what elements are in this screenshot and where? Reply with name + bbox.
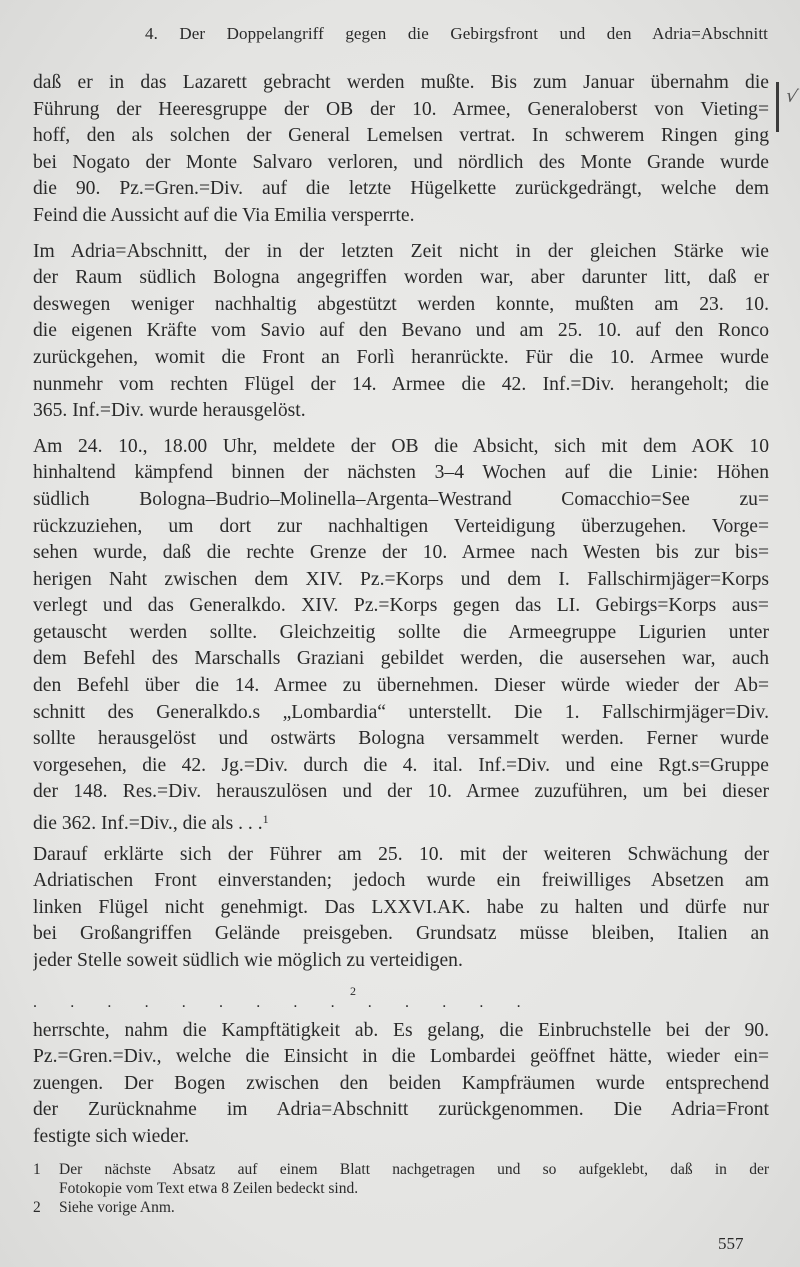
footnote-ref-1[interactable]: 1	[262, 812, 269, 827]
text-line: verlegt und das Generalkdo. XIV. Pz.=Korps gegen das LI. Gebirgs=Korps aus=	[33, 595, 769, 617]
text-line: vorgesehen, die 42. Jg.=Div. durch die 4. ital. Inf.=Div. und eine Rgt.s=Gruppe	[33, 754, 769, 776]
text-line: Pz.=Gren.=Div., welche die Einsicht in die Lombardei geöffnet hätte, wieder ein=	[33, 1046, 769, 1068]
footnote-1	[33, 1160, 769, 1198]
paragraph-2	[33, 239, 769, 425]
paragraph-1	[33, 70, 769, 230]
text-line-content: die 362. Inf.=Div., die als . . .	[33, 813, 263, 833]
paragraph-4	[33, 842, 769, 975]
text-line: den Befehl über die 14. Armee zu übernehmen. Dieser würde wieder der Ab=	[33, 675, 769, 697]
text-line: Darauf erklärte sich der Führer am 25. 10. mit der weiteren Schwächung der	[33, 843, 769, 865]
footnotes	[33, 1160, 769, 1217]
text-line: Adriatischen Front einverstanden; jedoch wurde ein freiwilliges Absetzen am	[33, 870, 769, 892]
paragraph-5	[33, 1018, 769, 1151]
text-line: der Zurücknahme im Adria=Abschnitt zurückgenommen. Die Adria=Front	[33, 1099, 769, 1121]
text-line: hoff, den als solchen der General Lemelsen vertrat. In schwerem Ringen ging	[33, 125, 769, 147]
footnote-2	[33, 1198, 769, 1217]
text-line: jeder Stelle soweit südlich wie möglich zu verteidigen.	[33, 950, 463, 971]
text-line	[33, 806, 769, 833]
footnote-ref-2[interactable]: 2	[350, 983, 356, 998]
text-line: dem Befehl des Marschalls Graziani gebildet werden, die ausersehen war, auch	[33, 648, 769, 670]
text-line: Führung der Heeresgruppe der OB der 10. Armee, Generaloberst von Vieting=	[33, 98, 769, 120]
footnote-text-line: Der nächste Absatz auf einem Blatt nachgetragen und so aufgeklebt, daß in der	[59, 1161, 769, 1178]
body-text	[33, 70, 769, 1160]
margin-check-mark-icon: √	[783, 85, 800, 108]
text-line: der Raum südlich Bologna angegriffen worden war, aber darunter litt, daß er	[33, 267, 769, 289]
text-line: rückzuziehen, um dort zur nachhaltigen Verteidigung überzugehen. Vorge=	[33, 515, 769, 537]
footnote-number: 2	[33, 1199, 41, 1216]
text-line: Feind die Aussicht auf die Via Emilia versperrte.	[33, 204, 415, 226]
text-line: getauscht werden sollte. Gleichzeitig sollte die Armeegruppe Ligurien unter	[33, 621, 769, 643]
text-line: die 90. Pz.=Gren.=Div. auf die letzte Hügelkette zurückgedrängt, welche dem	[33, 178, 769, 200]
footnote-number: 1	[33, 1161, 41, 1178]
text-line: die eigenen Kräfte vom Savio auf den Bevano und am 25. 10. auf den Ronco	[33, 320, 769, 342]
text-line: herigen Naht zwischen dem XIV. Pz.=Korps und dem I. Fallschirmjäger=Korps	[33, 568, 769, 590]
text-line: südlich Bologna–Budrio–Molinella–Argenta–Westrand Comacchio=See zu=	[33, 488, 769, 510]
text-line: daß er in das Lazarett gebracht werden mußte. Bis zum Januar übernahm die	[33, 72, 769, 93]
omission-marker	[33, 984, 769, 1014]
footnote-text-line: Fotokopie vom Text etwa 8 Zeilen bedeckt sind.	[59, 1180, 359, 1197]
text-line: nunmehr vom rechten Flügel der 14. Armee die 42. Inf.=Div. herangeholt; die	[33, 373, 769, 395]
text-line: schnitt des Generalkdo.s „Lombardia“ unterstellt. Die 1. Fallschirmjäger=Div.	[33, 701, 769, 723]
text-line: der 148. Res.=Div. herauszulösen und der 10. Armee zuzuführen, um bei dieser	[33, 781, 769, 803]
text-line: Am 24. 10., 18.00 Uhr, meldete der OB die Absicht, sich mit dem AOK 10	[33, 435, 769, 457]
text-line: deswegen weniger nachhaltig abgestützt werden konnte, mußten am 23. 10.	[33, 293, 769, 315]
footnote-text-line: Siehe vorige Anm.	[59, 1199, 175, 1216]
page-number: 557	[718, 1234, 744, 1253]
text-line: herrschte, nahm die Kampftätigkeit ab. Es gelang, die Einbruchstelle bei der 90.	[33, 1019, 769, 1041]
text-line: 365. Inf.=Div. wurde herausgelöst.	[33, 400, 306, 422]
text-line: sollte herausgelöst und ostwärts Bologna versammelt werden. Ferner wurde	[33, 728, 769, 750]
running-header: 4. Der Doppelangriff gegen die Gebirgsfront und den Adria=Abschnitt	[145, 24, 768, 43]
text-line: bei Großangriffen Gelände preisgeben. Grundsatz müsse bleiben, Italien an	[33, 923, 769, 945]
text-line: zurückgehen, womit die Front an Forlì heranrückte. Für die 10. Armee wurde	[33, 346, 769, 368]
text-line: sehen wurde, daß die rechte Grenze der 10. Armee nach Westen bis zur bis=	[33, 542, 769, 564]
text-line: bei Nogato der Monte Salvaro verloren, und nördlich des Monte Grande wurde	[33, 151, 769, 173]
text-line: Im Adria=Abschnitt, der in der letzten Zeit nicht in der gleichen Stärke wie	[33, 240, 769, 262]
text-line: hinhaltend kämpfend binnen der nächsten 3–4 Wochen auf die Linie: Höhen	[33, 462, 769, 484]
margin-bar-mark	[776, 82, 779, 132]
omission-dots: . . . . . . . . . . . . . .	[33, 993, 536, 1011]
text-line: festigte sich wieder.	[33, 1125, 190, 1147]
paragraph-3	[33, 434, 769, 833]
text-line: zuengen. Der Bogen zwischen den beiden Kampfräumen wurde entsprechend	[33, 1072, 769, 1094]
text-line: linken Flügel nicht genehmigt. Das LXXVI.AK. habe zu halten und dürfe nur	[33, 896, 769, 918]
